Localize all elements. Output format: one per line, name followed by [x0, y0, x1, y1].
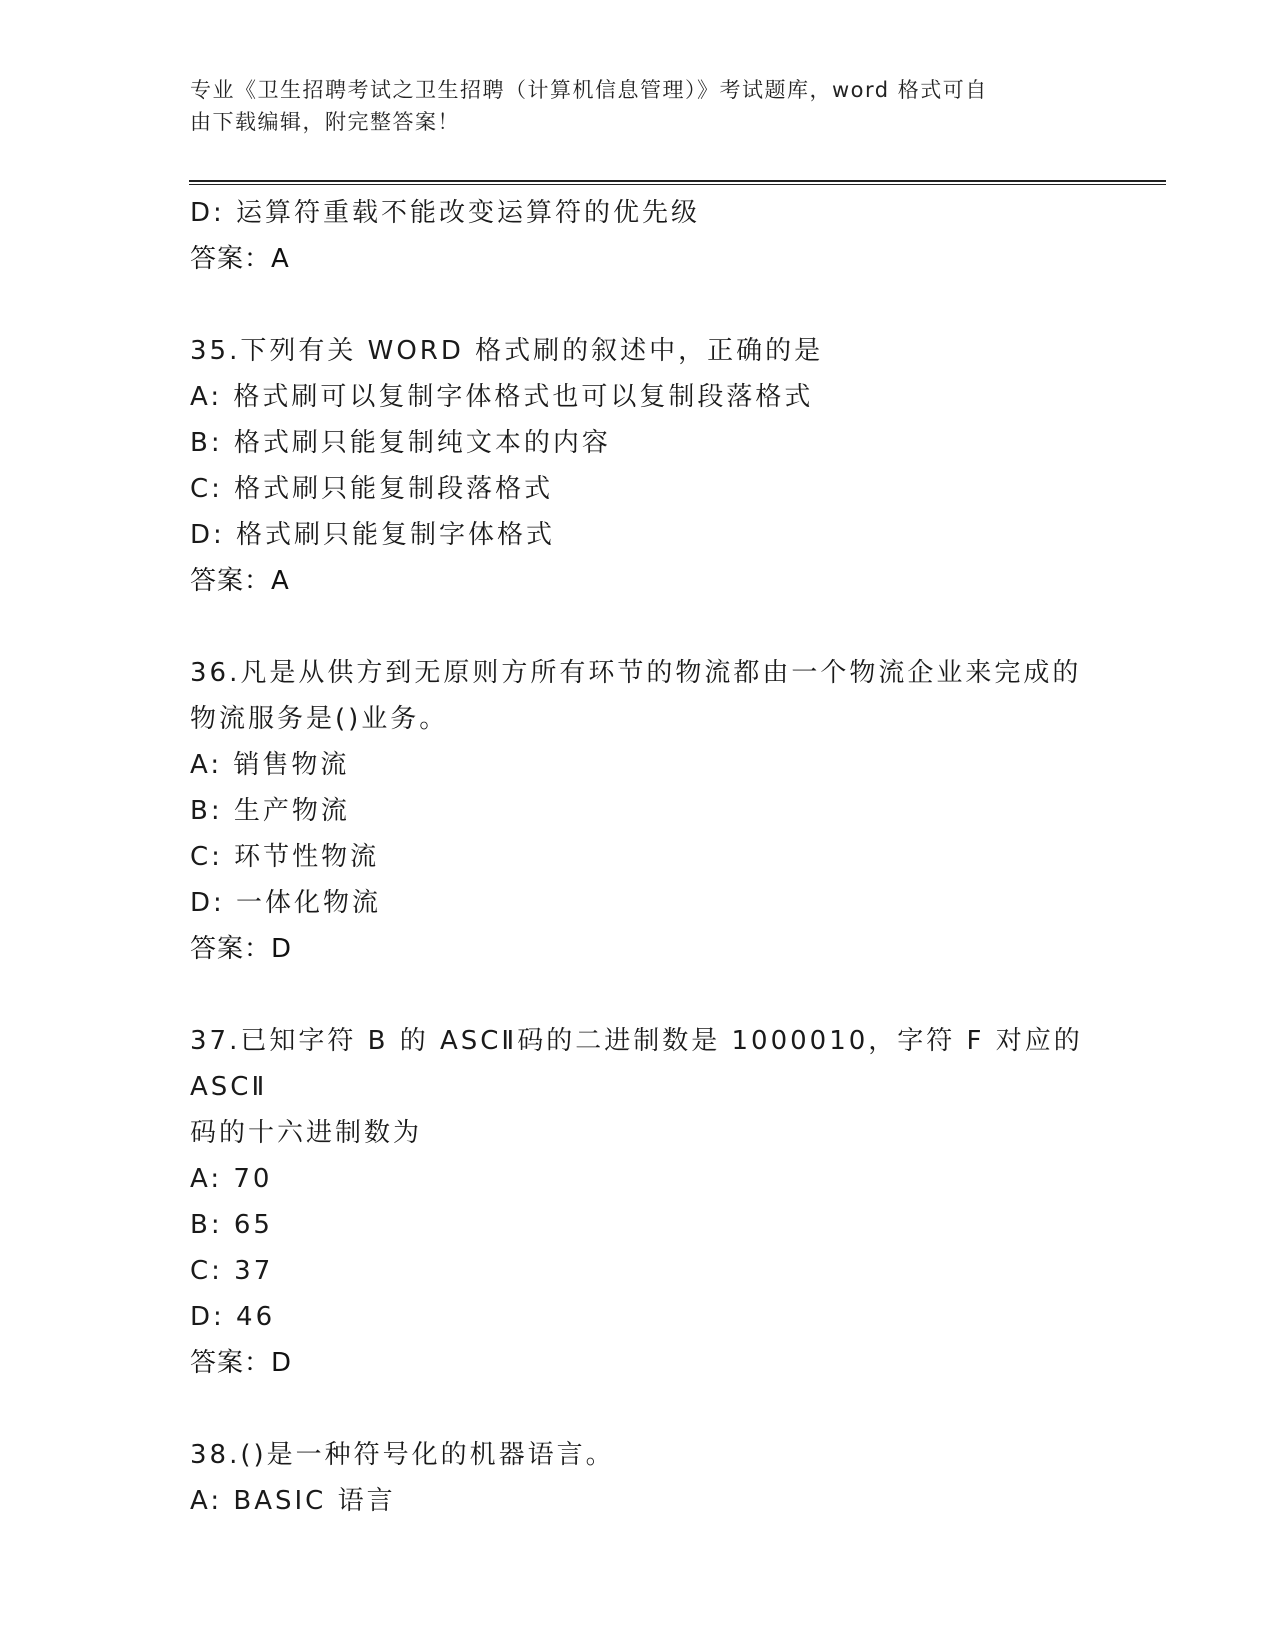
option-a: A: BASIC 语言 — [190, 1486, 396, 1516]
option-a: A: 销售物流 — [190, 750, 350, 780]
answer: 答案：D — [190, 1348, 293, 1378]
option-d: D: 运算符重载不能改变运算符的优先级 — [190, 198, 701, 228]
header-line-2: 由下载编辑，附完整答案！ — [190, 110, 460, 134]
option-c: C: 环节性物流 — [190, 842, 380, 872]
spacer — [190, 972, 1090, 1018]
option-a: A: 格式刷可以复制字体格式也可以复制段落格式 — [190, 382, 814, 412]
answer: 答案：A — [190, 244, 290, 274]
option-c: C: 37 — [190, 1256, 274, 1286]
option-d: D: 一体化物流 — [190, 888, 382, 918]
question-stem-line-1: 36.凡是从供方到无原则方所有环节的物流都由一个物流企业来完成的 — [190, 658, 1082, 688]
header-divider-thin — [189, 184, 1166, 185]
option-c: C: 格式刷只能复制段落格式 — [190, 474, 554, 504]
option-d: D: 格式刷只能复制字体格式 — [190, 520, 556, 550]
option-a: A: 70 — [190, 1164, 273, 1194]
spacer — [190, 604, 1090, 650]
question-stem-line-1: 37.已知字符 B 的 ASCⅡ码的二进制数是 1000010，字符 F 对应的 ASCⅡ — [190, 1026, 1083, 1102]
question-stem-line-2: 物流服务是()业务。 — [190, 704, 449, 734]
spacer — [190, 282, 1090, 328]
option-b: B: 格式刷只能复制纯文本的内容 — [190, 428, 611, 458]
header-divider-thick — [189, 180, 1166, 182]
question-38 — [190, 1432, 1090, 1524]
answer: 答案：A — [190, 566, 290, 596]
question-stem: 35.下列有关 WORD 格式刷的叙述中，正确的是 — [190, 336, 824, 366]
answer: 答案：D — [190, 934, 293, 964]
option-d: D: 46 — [190, 1302, 276, 1332]
question-stem: 38.()是一种符号化的机器语言。 — [190, 1440, 615, 1470]
document-header — [190, 74, 1090, 138]
question-list — [190, 190, 1090, 1524]
question-stem-line-2: 码的十六进制数为 — [190, 1118, 423, 1148]
question-34-tail — [190, 190, 1090, 282]
option-b: B: 65 — [190, 1210, 273, 1240]
question-37 — [190, 1018, 1090, 1386]
spacer — [190, 1386, 1090, 1432]
option-b: B: 生产物流 — [190, 796, 350, 826]
question-35 — [190, 328, 1090, 604]
question-36 — [190, 650, 1090, 972]
header-line-1: 专业《卫生招聘考试之卫生招聘（计算机信息管理）》考试题库，word 格式可自 — [190, 78, 988, 102]
